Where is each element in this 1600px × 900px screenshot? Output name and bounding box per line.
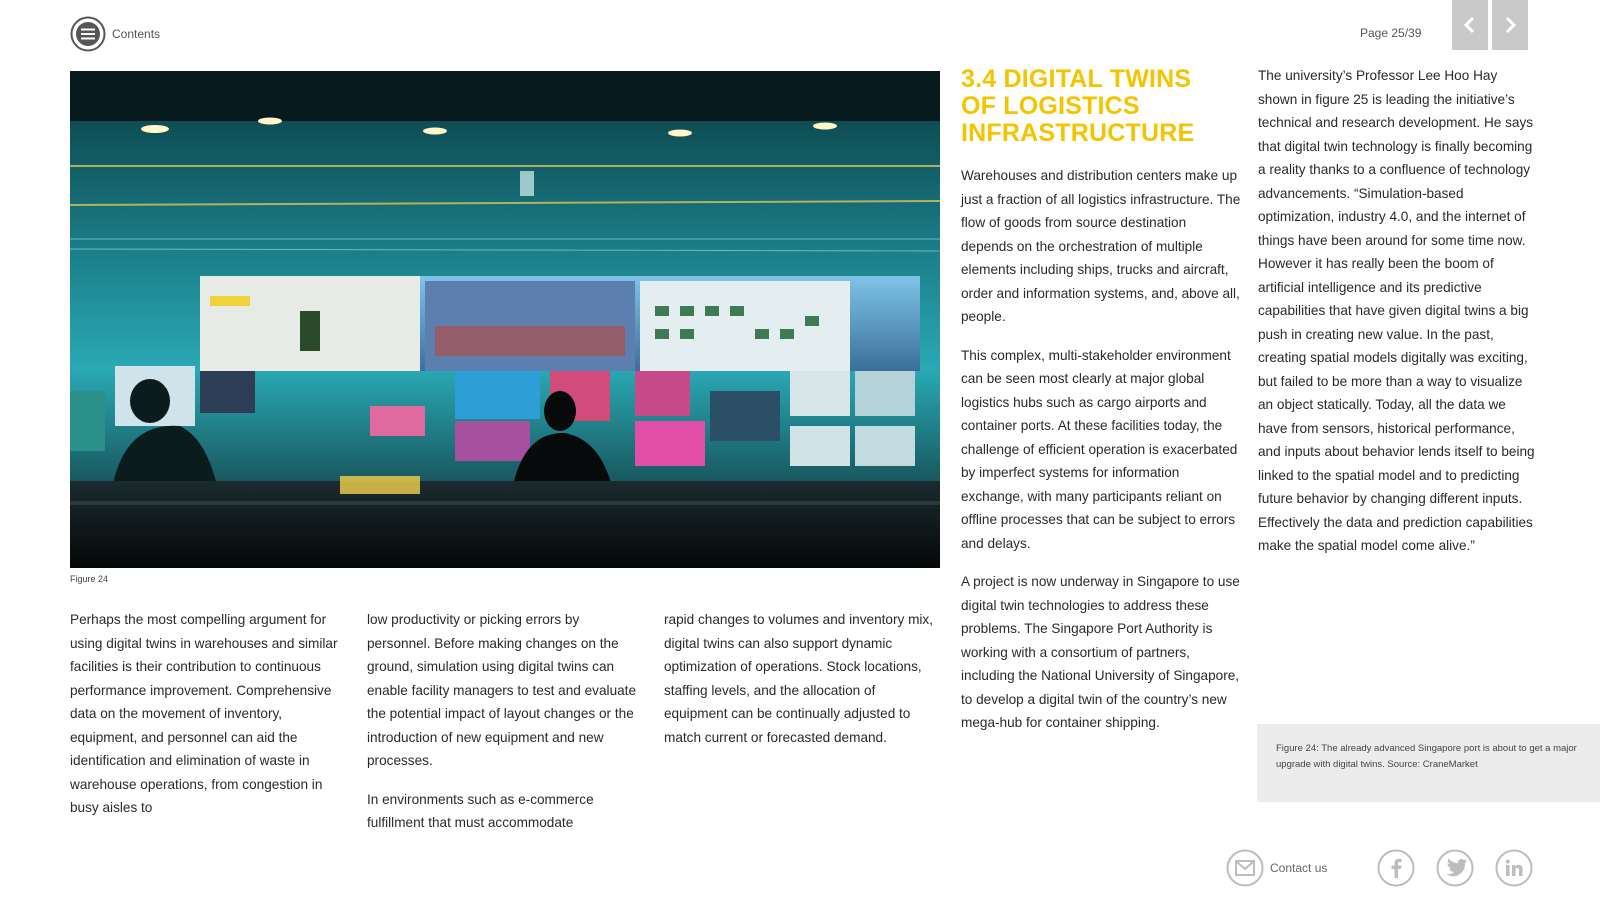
linkedin-icon[interactable] xyxy=(1495,849,1533,887)
menu-icon[interactable] xyxy=(70,16,106,52)
contact-us-link[interactable] xyxy=(1226,849,1327,887)
mail-icon xyxy=(1226,849,1264,887)
paragraph: Perhaps the most compelling argument for using digital twins in warehouses and similar facilities is their contribution to continuous performance improvement. Comprehensive data on the movement of inventory, equipment, and personnel can aid the identification and elimination of waste in warehouse operations, from congestion in busy aisles to xyxy=(70,612,338,815)
page-indicator: Page 25/39 xyxy=(1360,26,1422,40)
paragraph: The university’s Professor Lee Hoo Hay shown in figure 25 is leading the initiative’s technical and research development. He says that digital twin technology is finally becoming a reality thanks to a confluence of technology advancements. “Simulation-based optimization, industry 4.0, and the internet of things have been around for some time now. However it has really been the boom of artificial intelligence and its predictive capabilities that have given digital twins a big push in creating new value. In the past, creating spatial models digitally was exciting, but failed to be more than a way to visualize an object statically. Today, all the data we have from sensors, historical performance, and inputs about behavior lends itself to being linked to the spatial model and to predicting future behavior by changing different inputs. Effectively the data and prediction capabilities make the spatial model come alive.” xyxy=(1258,68,1535,553)
chevron-right-icon xyxy=(1502,15,1518,35)
paragraph: Warehouses and distribution centers make up just a fraction of all logistics infrastructure. The flow of goods from source destination depends on the orchestration of multiple elements including ships, trucks and aircraft, order and information systems, and, above all, people. xyxy=(961,168,1241,324)
paragraph: A project is now underway in Singapore to use digital twin technologies to address these problems. The Singapore Port Authority is working with a consortium of partners, including the National University of Singapore, to develop a digital twin of the country’s new mega-hub for container shipping. xyxy=(961,574,1240,730)
paragraph: rapid changes to volumes and inventory mix, digital twins can also support dynamic optimization of operations. Stock locations, staffing levels, and the allocation of equipment can be continually adjusted to match current or forecasted demand. xyxy=(664,612,933,745)
previous-page-button[interactable] xyxy=(1452,0,1488,50)
section-heading xyxy=(961,66,1241,147)
chevron-left-icon xyxy=(1462,15,1478,35)
figure-label: Figure 24 xyxy=(70,574,109,584)
heading-line: INFRASTRUCTURE xyxy=(961,119,1195,147)
facebook-icon[interactable] xyxy=(1377,849,1415,887)
contents-label[interactable]: Contents xyxy=(112,27,161,41)
text-column-4 xyxy=(961,164,1241,750)
contents-link[interactable] xyxy=(70,16,160,52)
next-page-button[interactable] xyxy=(1492,0,1528,50)
paragraph: In environments such as e-commerce fulfillment that must accommodate xyxy=(367,791,594,830)
paragraph: This complex, multi-stakeholder environment can be seen most clearly at major global logistics hubs such as cargo airports and container ports. At these facilities today, the challenge of efficient operation is exacerbated by imperfect systems for information exchange, with many participants reliant on offline processes that can be subject to errors and delays. xyxy=(961,347,1238,551)
contact-us-label[interactable]: Contact us xyxy=(1270,861,1328,875)
paragraph: low productivity or picking errors by personnel. Before making changes on the ground, simulation using digital twins can enable facility managers to test and evaluate the potential impact of layout changes or the introduction of new equipment and new processes. xyxy=(367,612,637,768)
control-room-photo xyxy=(70,71,940,568)
heading-line: 3.4 DIGITAL TWINS xyxy=(961,65,1192,93)
text-column-2 xyxy=(367,608,642,850)
heading-line: OF LOGISTICS xyxy=(961,92,1140,120)
text-column-3 xyxy=(664,608,939,764)
text-column-1 xyxy=(70,608,345,835)
figure-caption: Figure 24: The already advanced Singapore port is about to get a major upgrade with digital twins. Source: CraneMarket xyxy=(1257,724,1600,802)
twitter-icon[interactable] xyxy=(1436,849,1474,887)
text-column-5 xyxy=(1258,64,1538,573)
